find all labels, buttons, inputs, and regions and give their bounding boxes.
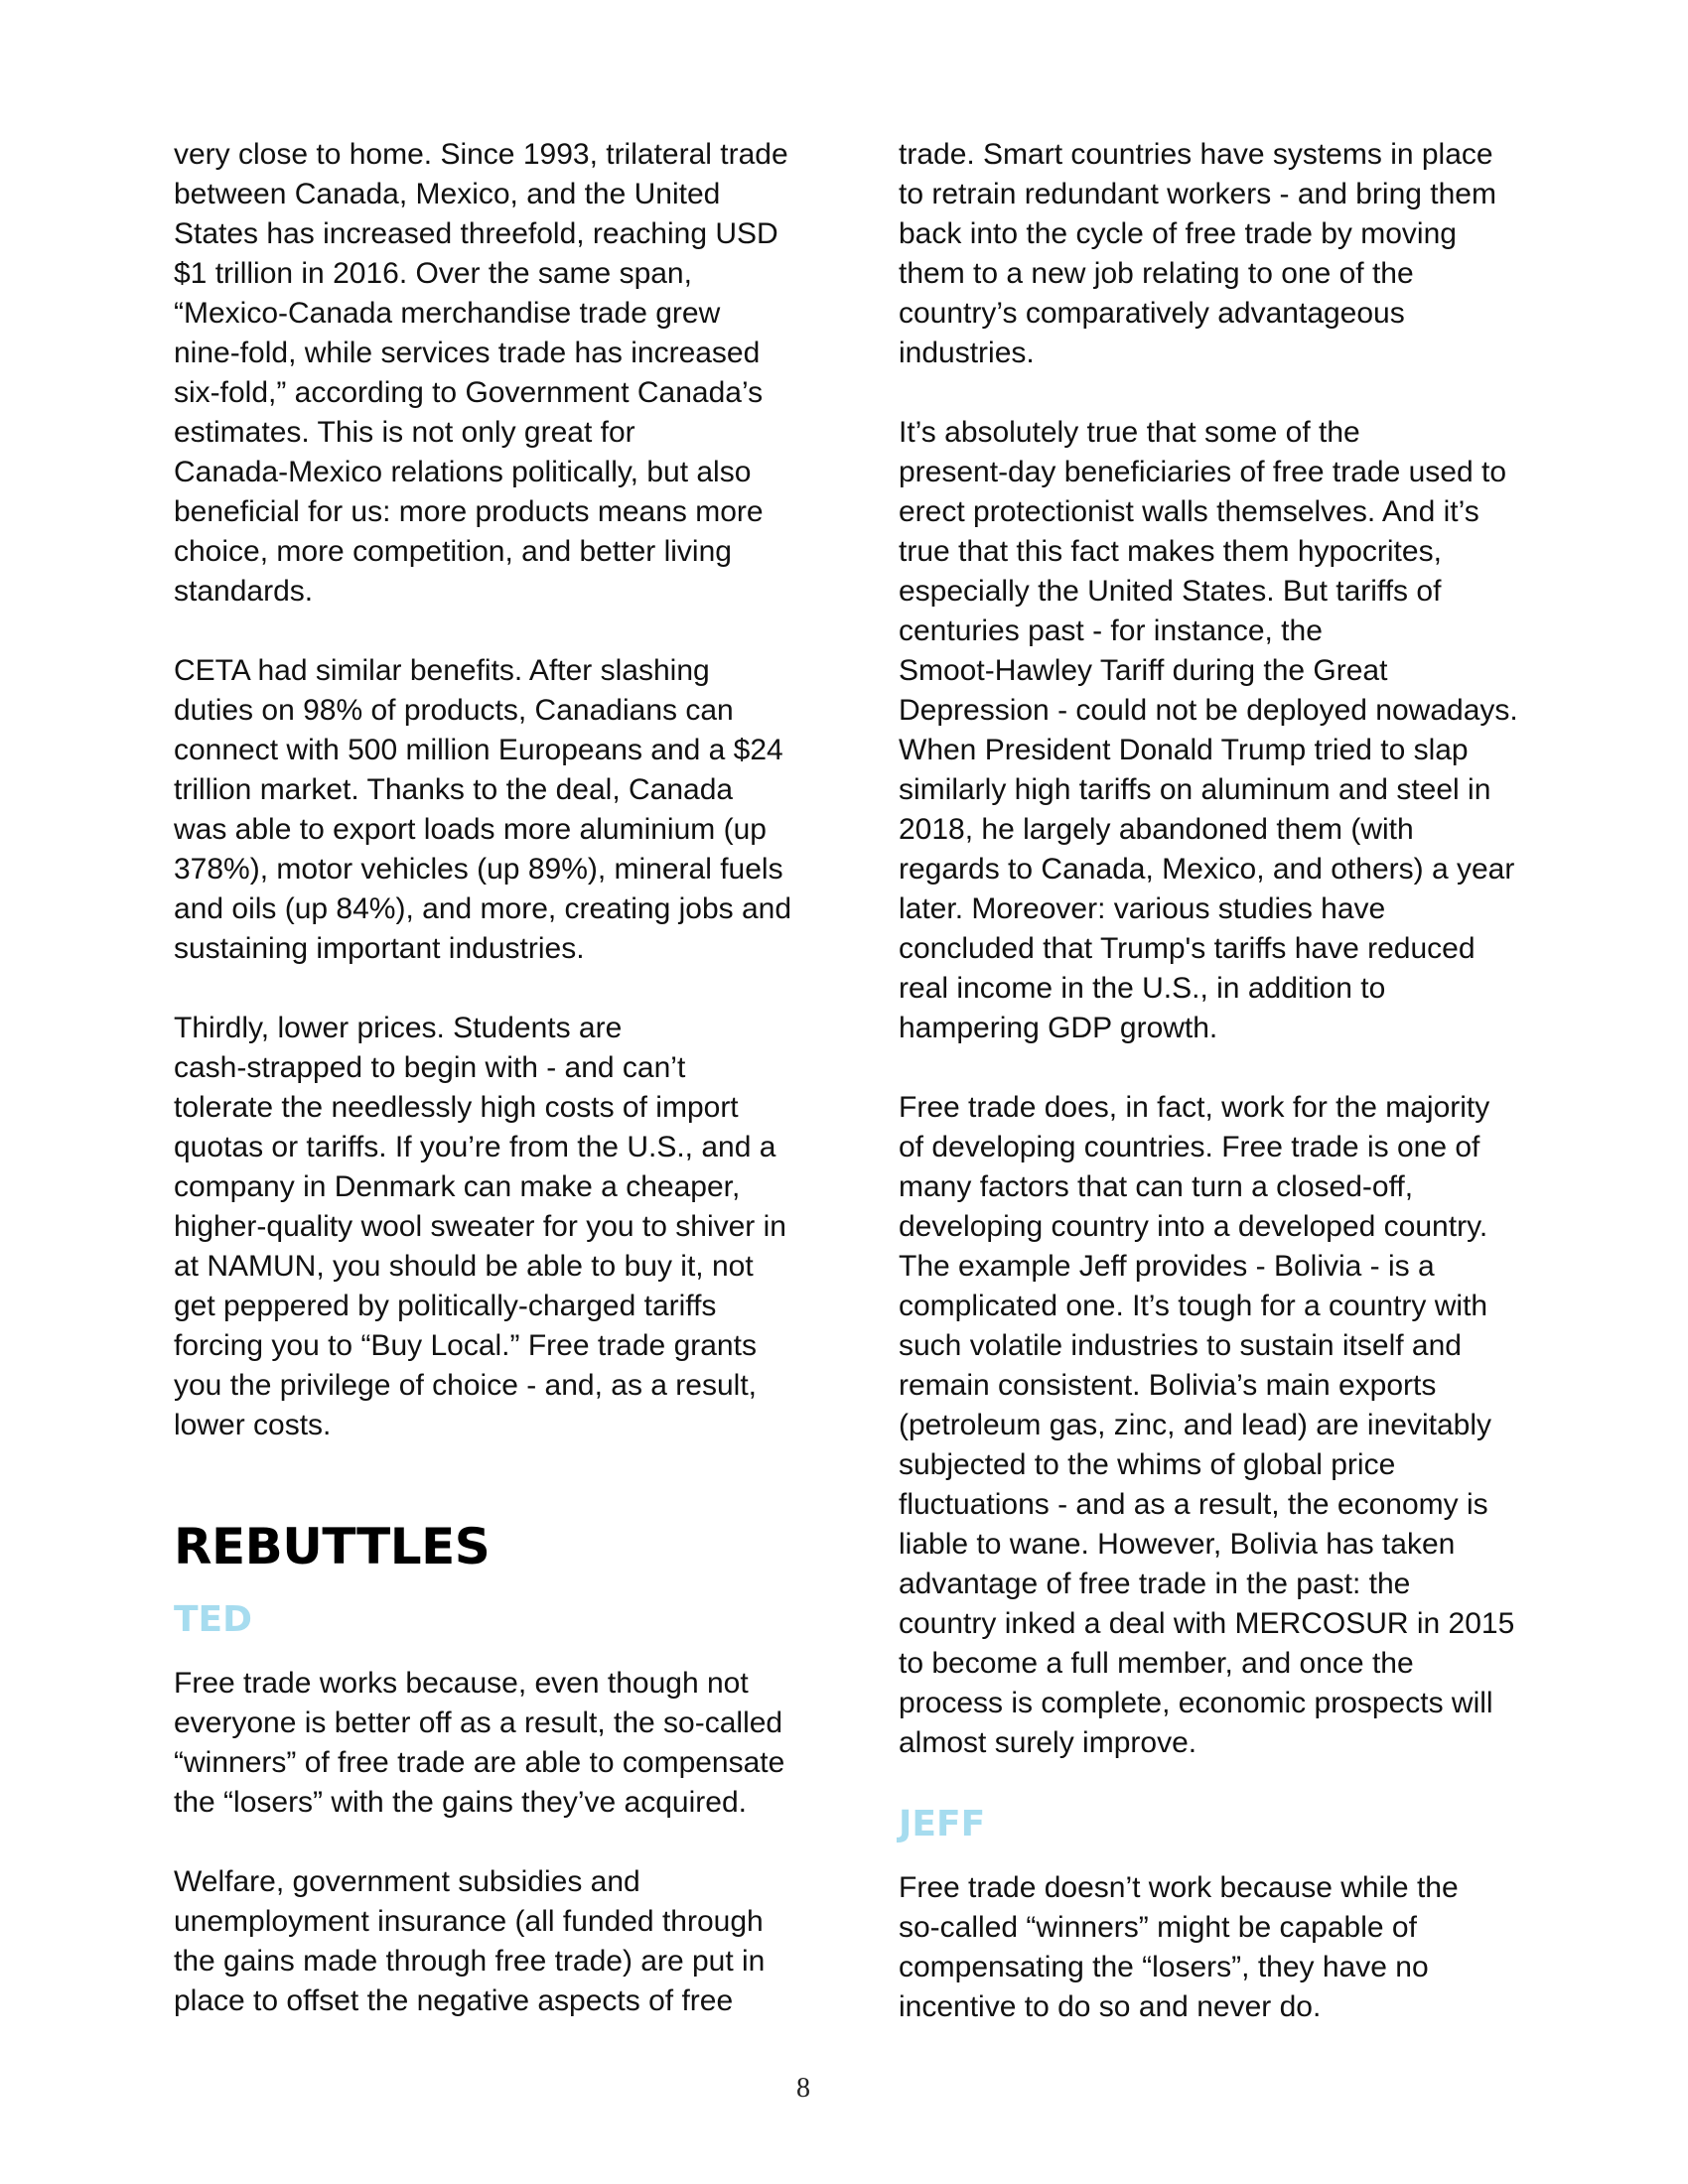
text-line: States has increased threefold, reaching USD <box>174 217 778 250</box>
text-line: Canada-Mexico relations politically, but also <box>174 456 752 488</box>
text-line: Welfare, government subsidies and <box>174 1865 640 1898</box>
text-line: “winners” of free trade are able to compensate <box>174 1746 785 1779</box>
text-line: cash-strapped to begin with - and can’t <box>174 1051 686 1084</box>
section-title: REBUTTLES <box>174 1518 491 1575</box>
right-column <box>899 135 1518 2067</box>
text-line: standards. <box>174 575 314 608</box>
paragraph-ted-compensate <box>174 1664 809 1823</box>
text-line: fluctuations - and as a result, the economy is <box>899 1488 1488 1521</box>
text-line: so-called “winners” might be capable of <box>899 1911 1417 1944</box>
text-line: quotas or tariffs. If you’re from the U.S., and a <box>174 1131 776 1163</box>
paragraph-developing-countries <box>899 1088 1514 1763</box>
text-line: beneficial for us: more products means more <box>174 495 764 528</box>
text-line: nine-fold, while services trade has increased <box>174 337 761 369</box>
text-line: Depression - could not be deployed nowadays. <box>899 694 1518 727</box>
text-line: you the privilege of choice - and, as a result, <box>174 1369 757 1402</box>
text-line: country inked a deal with MERCOSUR in 2015 <box>899 1607 1515 1640</box>
text-line: liable to wane. However, Bolivia has taken <box>899 1528 1456 1561</box>
text-line: of developing countries. Free trade is one of <box>899 1131 1480 1163</box>
text-line: later. Moreover: various studies have <box>899 892 1386 925</box>
text-line: company in Denmark can make a cheaper, <box>174 1170 741 1203</box>
text-line: remain consistent. Bolivia’s main exports <box>899 1369 1437 1402</box>
text-line: true that this fact makes them hypocrites, <box>899 535 1442 568</box>
paragraph-lower-prices <box>174 1009 809 1445</box>
text-line: hampering GDP growth. <box>899 1012 1218 1044</box>
text-line: (petroleum gas, zinc, and lead) are inevitably <box>899 1409 1491 1441</box>
text-line: at NAMUN, you should be able to buy it, not <box>174 1250 754 1283</box>
text-line: the “losers” with the gains they’ve acquired. <box>174 1786 747 1819</box>
text-line: industries. <box>899 337 1035 369</box>
text-line: was able to export loads more aluminium (up <box>174 813 767 846</box>
text-line: them to a new job relating to one of the <box>899 257 1414 290</box>
text-line: $1 trillion in 2016. Over the same span, <box>174 257 692 290</box>
text-line: to become a full member, and once the <box>899 1647 1414 1680</box>
text-line: Smoot-Hawley Tariff during the Great <box>899 654 1388 687</box>
text-line: process is complete, economic prospects will <box>899 1687 1493 1719</box>
text-line: get peppered by politically-charged tariffs <box>174 1290 717 1322</box>
paragraph-trilateral-trade <box>174 135 809 612</box>
text-line: Free trade doesn’t work because while the <box>899 1871 1459 1904</box>
text-line: When President Donald Trump tried to slap <box>899 734 1469 766</box>
text-line: sustaining important industries. <box>174 932 585 965</box>
text-line: incentive to do so and never do. <box>899 1990 1322 2023</box>
text-line: 2018, he largely abandoned them (with <box>899 813 1414 846</box>
text-line: country’s comparatively advantageous <box>899 297 1405 330</box>
text-line: higher-quality wool sweater for you to shiver in <box>174 1210 786 1243</box>
text-line: such volatile industries to sustain itself and <box>899 1329 1462 1362</box>
text-line: real income in the U.S., in addition to <box>899 972 1386 1005</box>
text-line: to retrain redundant workers - and bring them <box>899 178 1496 210</box>
text-line: subjected to the whims of global price <box>899 1448 1396 1481</box>
text-line: estimates. This is not only great for <box>174 416 635 449</box>
paragraph-ceta <box>174 651 809 969</box>
text-line: trade. Smart countries have systems in place <box>899 138 1493 171</box>
text-line: present-day beneficiaries of free trade used to <box>899 456 1507 488</box>
text-line: Thirdly, lower prices. Students are <box>174 1012 623 1044</box>
text-line: regards to Canada, Mexico, and others) a year <box>899 853 1515 886</box>
text-line: complicated one. It’s tough for a country with <box>899 1290 1488 1322</box>
text-line: six-fold,” according to Government Canada’s <box>174 376 764 409</box>
text-line: place to offset the negative aspects of free <box>174 1984 734 2017</box>
text-line: trillion market. Thanks to the deal, Canada <box>174 773 734 806</box>
text-line: lower costs. <box>174 1409 332 1441</box>
text-line: the gains made through free trade) are put in <box>174 1945 766 1978</box>
text-line: developing country into a developed country. <box>899 1210 1488 1243</box>
text-line: erect protectionist walls themselves. And it’s <box>899 495 1479 528</box>
text-line: Free trade does, in fact, work for the majority <box>899 1091 1490 1124</box>
text-line: compensating the “losers”, they have no <box>899 1951 1429 1983</box>
text-line: centuries past - for instance, the <box>899 614 1323 647</box>
page-number: 8 <box>796 2073 810 2104</box>
text-line: advantage of free trade in the past: the <box>899 1568 1411 1600</box>
text-line: back into the cycle of free trade by moving <box>899 217 1457 250</box>
text-line: very close to home. Since 1993, trilateral trade <box>174 138 788 171</box>
text-line: everyone is better off as a result, the so-called <box>174 1706 783 1739</box>
text-line: and oils (up 84%), and more, creating jobs and <box>174 892 792 925</box>
text-line: between Canada, Mexico, and the United <box>174 178 721 210</box>
paragraph-ted-welfare <box>174 1862 809 2021</box>
paragraph-protectionism <box>899 413 1518 1048</box>
paragraph-retrain-workers <box>899 135 1514 373</box>
speaker-heading-ted: TED <box>174 1599 253 1640</box>
text-line: “Mexico-Canada merchandise trade grew <box>174 297 721 330</box>
text-line: almost surely improve. <box>899 1726 1197 1759</box>
text-line: Free trade works because, even though not <box>174 1667 749 1700</box>
text-line: unemployment insurance (all funded through <box>174 1905 764 1938</box>
text-line: especially the United States. But tariffs of <box>899 575 1442 608</box>
text-line: similarly high tariffs on aluminum and steel in <box>899 773 1491 806</box>
left-column <box>174 135 809 2061</box>
text-line: The example Jeff provides - Bolivia - is a <box>899 1250 1435 1283</box>
text-line: connect with 500 million Europeans and a $24 <box>174 734 783 766</box>
text-line: tolerate the needlessly high costs of import <box>174 1091 739 1124</box>
text-line: 378%), motor vehicles (up 89%), mineral fuels <box>174 853 783 886</box>
text-line: choice, more competition, and better living <box>174 535 732 568</box>
speaker-heading-jeff: JEFF <box>899 1804 986 1844</box>
text-line: concluded that Trump's tariffs have reduced <box>899 932 1476 965</box>
text-line: It’s absolutely true that some of the <box>899 416 1360 449</box>
text-line: duties on 98% of products, Canadians can <box>174 694 734 727</box>
paragraph-jeff-rebuttal <box>899 1868 1514 2027</box>
text-line: many factors that can turn a closed-off, <box>899 1170 1414 1203</box>
text-line: forcing you to “Buy Local.” Free trade grants <box>174 1329 757 1362</box>
text-line: CETA had similar benefits. After slashing <box>174 654 710 687</box>
